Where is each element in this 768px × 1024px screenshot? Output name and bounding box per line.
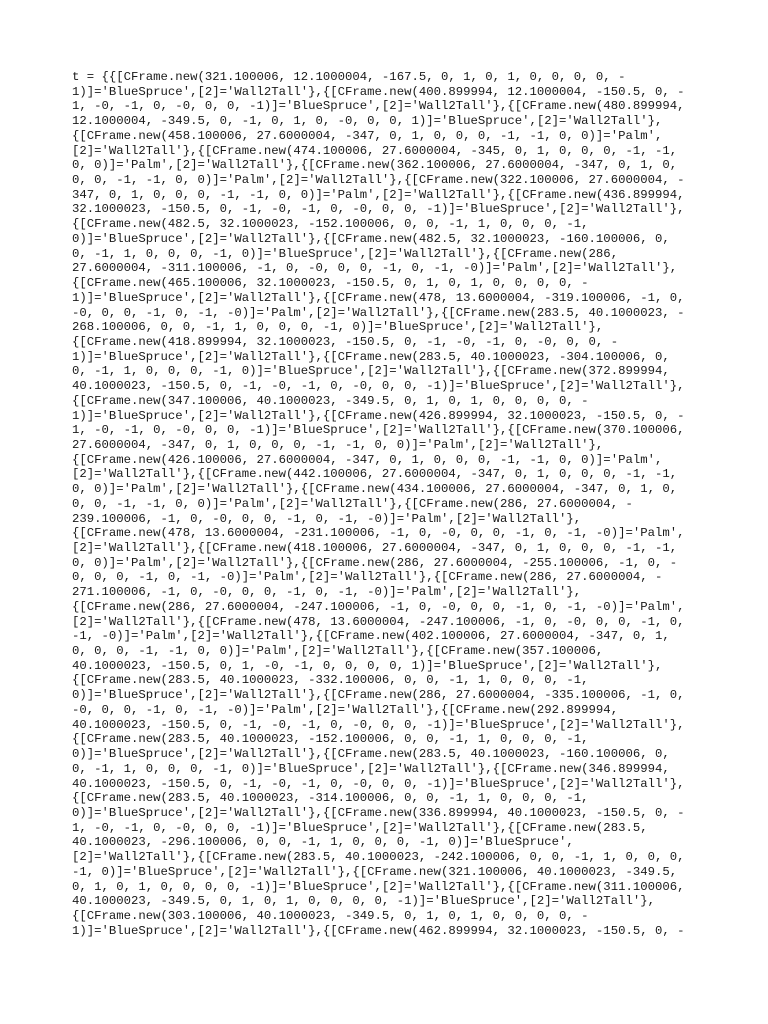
- code-line: t = {{[CFrame.new(321.100006, 12.1000004, -167.5, 0, 1, 0, 1, 0, 0, 0, 0, -: [72, 70, 626, 84]
- code-line: 1, -0, -1, 0, -0, 0, 0, -1)]='BlueSpruce',[2]='Wall2Tall'},{[CFrame.new(480.899994,: [72, 99, 685, 114]
- code-line: {[CFrame.new(283.5, 40.1000023, -332.100006, 0, 0, -1, 1, 0, 0, 0, -1,: [72, 673, 589, 688]
- code-line: 1)]='BlueSpruce',[2]='Wall2Tall'},{[CFrame.new(426.899994, 32.1000023, -150.5, 0, -: [72, 408, 685, 423]
- code-line: 40.1000023, -150.5, 0, -1, -0, -1, 0, -0, 0, 0, -1)]='BlueSpruce',[2]='Wall2Tall'},: [72, 776, 685, 791]
- code-line: [2]='Wall2Tall'},{[CFrame.new(283.5, 40.1000023, -242.100006, 0, 0, -1, 1, 0, 0, 0,: [72, 850, 685, 865]
- code-line: 1)]='BlueSpruce',[2]='Wall2Tall'},{[CFrame.new(462.899994, 32.1000023, -150.5, 0, -: [72, 923, 685, 938]
- code-line: {[CFrame.new(347.100006, 40.1000023, -349.5, 0, 1, 0, 1, 0, 0, 0, 0, -: [72, 393, 589, 408]
- code-line: 27.6000004, -311.100006, -1, 0, -0, 0, 0, -1, 0, -1, -0)]='Palm',[2]='Wall2Tall'},: [72, 261, 678, 276]
- code-line: {[CFrame.new(478, 13.6000004, -231.100006, -1, 0, -0, 0, 0, -1, 0, -1, -0)]='Palm',: [72, 526, 685, 541]
- code-line: 271.100006, -1, 0, -0, 0, 0, -1, 0, -1, -0)]='Palm',[2]='Wall2Tall'},: [72, 585, 582, 600]
- code-line: 1, -0, -1, 0, -0, 0, 0, -1)]='BlueSpruce',[2]='Wall2Tall'},{[CFrame.new(370.100006,: [72, 423, 685, 438]
- code-line: {[CFrame.new(286, 27.6000004, -247.100006, -1, 0, -0, 0, 0, -1, 0, -1, -0)]='Palm',: [72, 599, 685, 614]
- code-line: [2]='Wall2Tall'},{[CFrame.new(474.100006, 27.6000004, -345, 0, 1, 0, 0, 0, -1, -1,: [72, 143, 678, 158]
- code-line: 0, 0, 0, -1, 0, -1, -0)]='Palm',[2]='Wall2Tall'},{[CFrame.new(286, 27.6000004, -: [72, 570, 663, 585]
- code-line: 268.100006, 0, 0, -1, 1, 0, 0, 0, -1, 0)]='BlueSpruce',[2]='Wall2Tall'},: [72, 320, 604, 335]
- code-line: 1)]='BlueSpruce',[2]='Wall2Tall'},{[CFrame.new(478, 13.6000004, -319.100006, -1, 0,: [72, 290, 685, 305]
- code-line: 40.1000023, -150.5, 0, -1, -0, -1, 0, -0, 0, 0, -1)]='BlueSpruce',[2]='Wall2Tall'},: [72, 717, 685, 732]
- code-line: 0)]='BlueSpruce',[2]='Wall2Tall'},{[CFrame.new(283.5, 40.1000023, -160.100006, 0,: [72, 747, 670, 762]
- code-line: 1, -0, -1, 0, -0, 0, 0, -1)]='BlueSpruce',[2]='Wall2Tall'},{[CFrame.new(283.5,: [72, 820, 648, 835]
- code-line: -0, 0, 0, -1, 0, -1, -0)]='Palm',[2]='Wall2Tall'},{[CFrame.new(292.899994,: [72, 702, 619, 717]
- code-line: {[CFrame.new(283.5, 40.1000023, -314.100006, 0, 0, -1, 1, 0, 0, 0, -1,: [72, 791, 589, 806]
- code-line: 27.6000004, -347, 0, 1, 0, 0, 0, -1, -1, 0, 0)]='Palm',[2]='Wall2Tall'},: [72, 437, 604, 452]
- code-line: [2]='Wall2Tall'},{[CFrame.new(418.100006, 27.6000004, -347, 0, 1, 0, 0, 0, -1, -1,: [72, 541, 678, 555]
- code-line: 0, 0)]='Palm',[2]='Wall2Tall'},{[CFrame.new(362.100006, 27.6000004, -347, 0, 1, 0,: [72, 158, 678, 173]
- code-line: 0, 1, 0, 1, 0, 0, 0, 0, -1)]='BlueSpruce',[2]='Wall2Tall'},{[CFrame.new(311.100006,: [72, 879, 685, 894]
- code-line: 0)]='BlueSpruce',[2]='Wall2Tall'},{[CFrame.new(482.5, 32.1000023, -160.100006, 0,: [72, 231, 670, 246]
- code-line: 12.1000004, -349.5, 0, -1, 0, 1, 0, -0, 0, 0, 1)]='BlueSpruce',[2]='Wall2Tall'},: [72, 114, 663, 129]
- code-line: -1, -0)]='Palm',[2]='Wall2Tall'},{[CFrame.new(402.100006, 27.6000004, -347, 0, 1,: [72, 629, 670, 644]
- code-line: 1)]='BlueSpruce',[2]='Wall2Tall'},{[CFrame.new(400.899994, 12.1000004, -150.5, 0, -: [72, 84, 685, 99]
- code-line: 40.1000023, -296.100006, 0, 0, -1, 1, 0, 0, 0, -1, 0)]='BlueSpruce',: [72, 835, 574, 850]
- code-line: 0, -1, 1, 0, 0, 0, -1, 0)]='BlueSpruce',[2]='Wall2Tall'},{[CFrame.new(346.899994,: [72, 761, 670, 776]
- code-line: {[CFrame.new(426.100006, 27.6000004, -347, 0, 1, 0, 0, 0, -1, -1, 0, 0)]='Palm',: [72, 452, 663, 467]
- code-line: [2]='Wall2Tall'},{[CFrame.new(442.100006, 27.6000004, -347, 0, 1, 0, 0, 0, -1, -1,: [72, 467, 678, 482]
- code-line: 0, 0)]='Palm',[2]='Wall2Tall'},{[CFrame.new(286, 27.6000004, -255.100006, -1, 0, -: [72, 555, 678, 570]
- code-line: {[CFrame.new(418.899994, 32.1000023, -150.5, 0, -1, -0, -1, 0, -0, 0, 0, -: [72, 334, 619, 349]
- code-line: 40.1000023, -150.5, 0, 1, -0, -1, 0, 0, 0, 0, 1)]='BlueSpruce',[2]='Wall2Tall'},: [72, 658, 663, 673]
- code-line: 0)]='BlueSpruce',[2]='Wall2Tall'},{[CFrame.new(336.899994, 40.1000023, -150.5, 0, -: [72, 805, 685, 820]
- code-line: 0, -1, 1, 0, 0, 0, -1, 0)]='BlueSpruce',[2]='Wall2Tall'},{[CFrame.new(372.899994,: [72, 364, 670, 379]
- code-line: {[CFrame.new(482.5, 32.1000023, -152.100006, 0, 0, -1, 1, 0, 0, 0, -1,: [72, 217, 589, 232]
- code-line: -0, 0, 0, -1, 0, -1, -0)]='Palm',[2]='Wall2Tall'},{[CFrame.new(283.5, 40.1000023, -: [72, 305, 685, 320]
- code-line: 40.1000023, -349.5, 0, 1, 0, 1, 0, 0, 0, 0, -1)]='BlueSpruce',[2]='Wall2Tall'},: [72, 894, 655, 909]
- code-line: [2]='Wall2Tall'},{[CFrame.new(478, 13.6000004, -247.100006, -1, 0, -0, 0, 0, -1, 0,: [72, 614, 685, 629]
- code-line: 1)]='BlueSpruce',[2]='Wall2Tall'},{[CFrame.new(283.5, 40.1000023, -304.100006, 0,: [72, 349, 670, 364]
- code-line: {[CFrame.new(283.5, 40.1000023, -152.100006, 0, 0, -1, 1, 0, 0, 0, -1,: [72, 732, 589, 747]
- code-line: 0, 0, -1, -1, 0, 0)]='Palm',[2]='Wall2Tall'},{[CFrame.new(322.100006, 27.6000004, -: [72, 173, 685, 188]
- code-line: 0, 0, 0, -1, -1, 0, 0)]='Palm',[2]='Wall2Tall'},{[CFrame.new(357.100006,: [72, 644, 604, 659]
- code-line: 0, 0, -1, -1, 0, 0)]='Palm',[2]='Wall2Tall'},{[CFrame.new(286, 27.6000004, -: [72, 496, 633, 511]
- code-line: 32.1000023, -150.5, 0, -1, -0, -1, 0, -0, 0, 0, -1)]='BlueSpruce',[2]='Wall2Tall'},: [72, 202, 685, 217]
- code-line: 0, -1, 1, 0, 0, 0, -1, 0)]='BlueSpruce',[2]='Wall2Tall'},{[CFrame.new(286,: [72, 246, 619, 261]
- code-line: 40.1000023, -150.5, 0, -1, -0, -1, 0, -0, 0, 0, -1)]='BlueSpruce',[2]='Wall2Tall'},: [72, 379, 685, 394]
- code-line: 0, 0)]='Palm',[2]='Wall2Tall'},{[CFrame.new(434.100006, 27.6000004, -347, 0, 1, 0,: [72, 482, 678, 497]
- code-line: 239.100006, -1, 0, -0, 0, 0, -1, 0, -1, -0)]='Palm',[2]='Wall2Tall'},: [72, 511, 582, 526]
- code-line: -1, 0)]='BlueSpruce',[2]='Wall2Tall'},{[CFrame.new(321.100006, 40.1000023, -349.5,: [72, 864, 678, 879]
- code-line: 347, 0, 1, 0, 0, 0, -1, -1, 0, 0)]='Palm',[2]='Wall2Tall'},{[CFrame.new(436.899994,: [72, 187, 685, 202]
- code-text-block: [72, 70, 702, 938]
- code-line: {[CFrame.new(458.100006, 27.6000004, -347, 0, 1, 0, 0, 0, -1, -1, 0, 0)]='Palm',: [72, 128, 663, 143]
- code-line: {[CFrame.new(465.100006, 32.1000023, -150.5, 0, 1, 0, 1, 0, 0, 0, 0, -: [72, 276, 589, 291]
- code-line: 0)]='BlueSpruce',[2]='Wall2Tall'},{[CFrame.new(286, 27.6000004, -335.100006, -1, 0,: [72, 688, 685, 703]
- code-line: {[CFrame.new(303.100006, 40.1000023, -349.5, 0, 1, 0, 1, 0, 0, 0, 0, -: [72, 908, 589, 923]
